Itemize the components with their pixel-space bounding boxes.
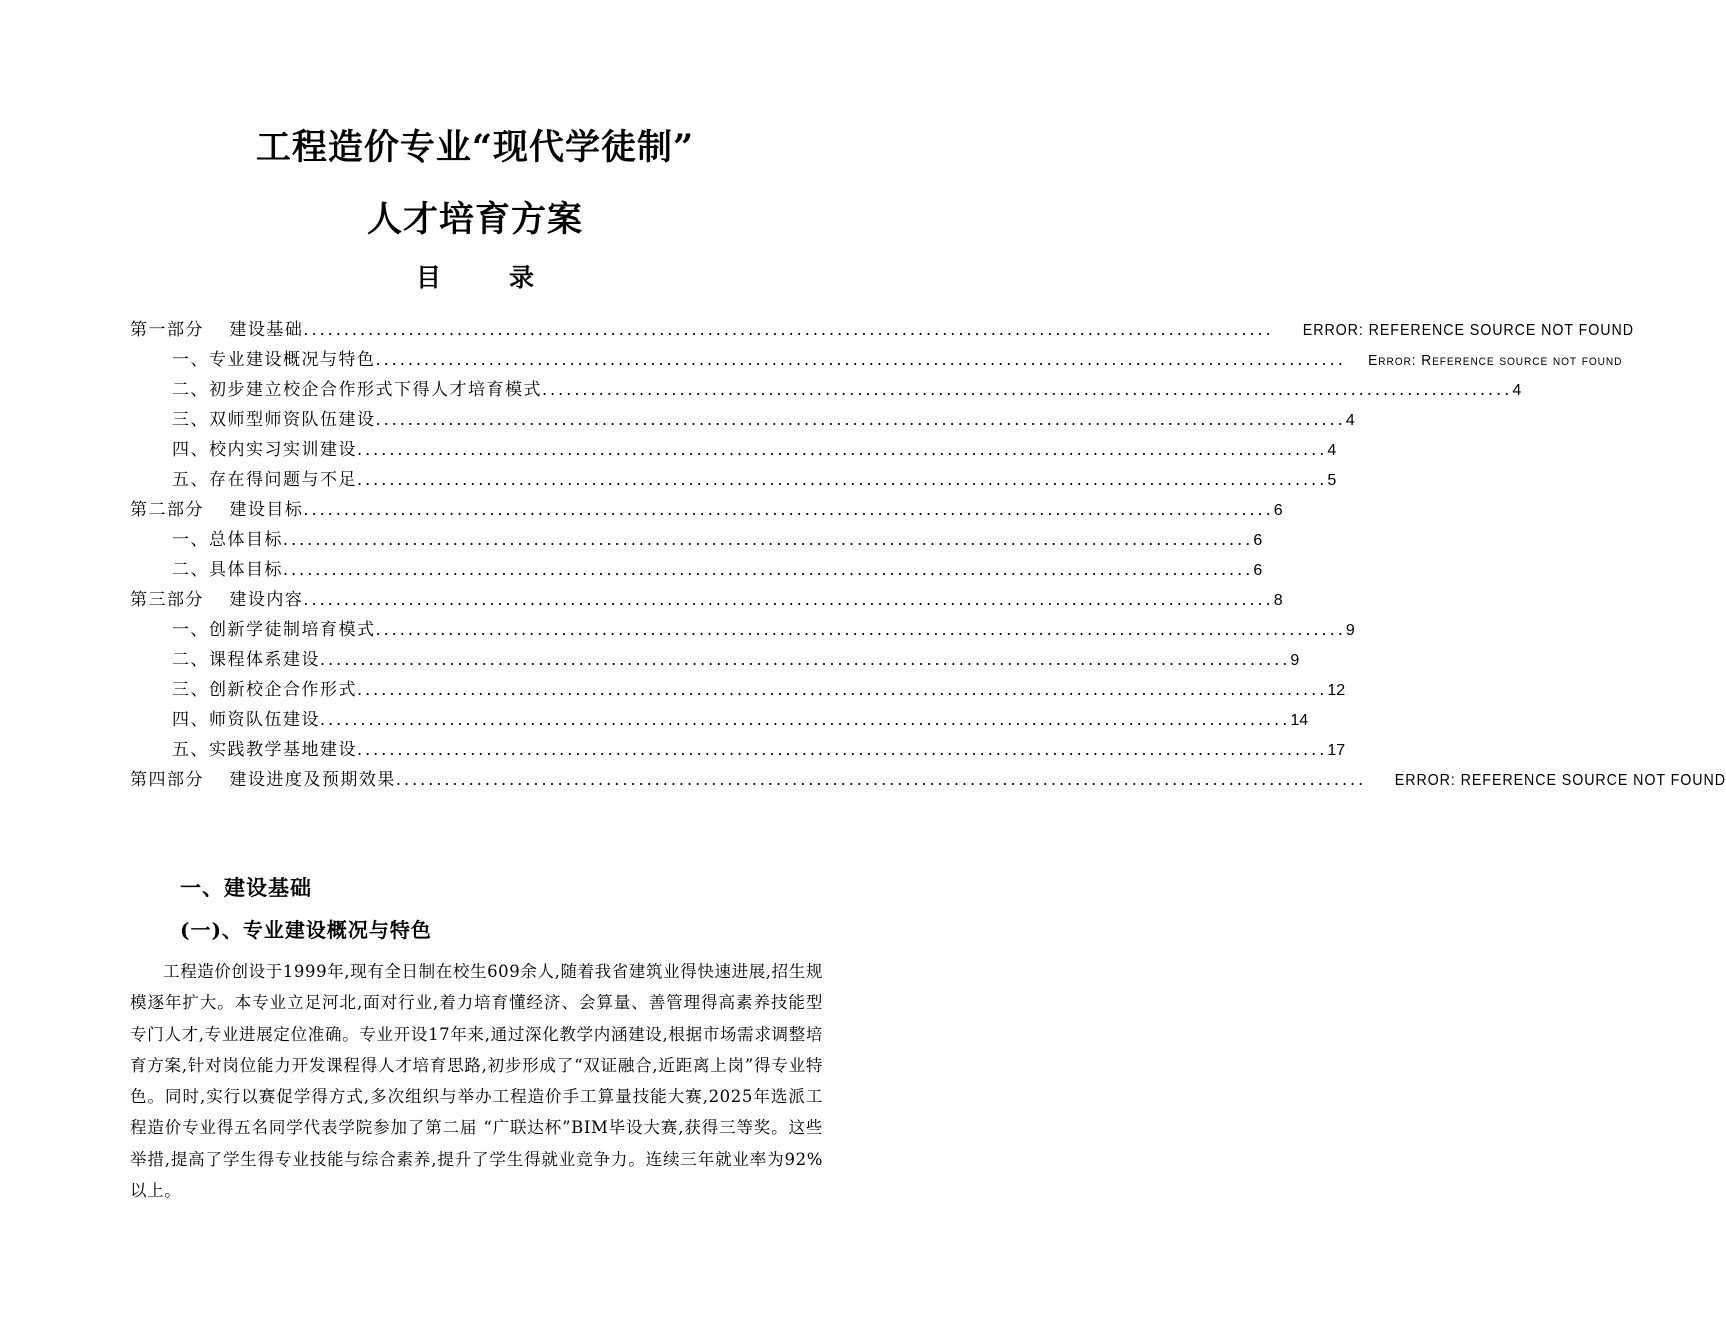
toc-entry-page: 14: [1290, 712, 1309, 729]
toc-section-entry[interactable]: [130, 345, 1623, 375]
toc-part-entry[interactable]: [130, 495, 1283, 525]
toc-part-entry[interactable]: [130, 315, 1634, 345]
toc-section-entry[interactable]: [130, 555, 1263, 585]
toc-dot-leader: ........................................................................................................................: [303, 590, 1274, 609]
toc-entry-page: 9: [1345, 622, 1355, 639]
toc-section-entry[interactable]: [130, 525, 1263, 555]
toc-entry-label: 三、双师型师资队伍建设: [172, 410, 376, 430]
toc-section-entry[interactable]: [130, 465, 1337, 495]
toc-entry-label: 一、总体目标: [172, 530, 283, 550]
toc-entry-page: 4: [1327, 442, 1337, 459]
toc-entry-label: 五、实践教学基地建设: [172, 740, 357, 760]
toc-heading: [0, 258, 950, 294]
toc-dot-leader: ........................................................................................................................: [375, 620, 1346, 639]
toc-heading-char: 录: [509, 263, 535, 292]
toc-part-entry[interactable]: [130, 765, 1726, 795]
toc-entry-label: 一、专业建设概况与特色: [172, 350, 376, 370]
document-title-line2: 人才培育方案: [366, 199, 583, 240]
toc-dot-leader: ........................................................................................................................: [320, 650, 1291, 669]
toc-heading-char: 目: [415, 263, 441, 292]
toc-entry-label: 一、创新学徒制培育模式: [172, 620, 376, 640]
toc-dot-leader: ........................................................................................................................: [357, 470, 1328, 489]
toc-entry-label: 五、存在得问题与不足: [172, 470, 357, 490]
subsection-heading: (一)、专业建设概况与特色: [180, 918, 432, 942]
toc-entry-label: 四、校内实习实训建设: [172, 440, 357, 460]
toc-dot-leader: ........................................................................................................................: [283, 560, 1254, 579]
toc-dot-leader: ........................................................................................................................: [303, 320, 1274, 339]
toc-dot-leader: ........................................................................................................................: [395, 770, 1367, 789]
toc-entry-page: ERROR: REFERENCE SOURCE NOT FOUND: [1302, 322, 1634, 339]
document-title-line1: 工程造价专业“现代学徒制”: [255, 127, 695, 168]
toc-dot-leader: ........................................................................................................................: [357, 440, 1328, 459]
toc-section-entry[interactable]: [130, 675, 1346, 705]
toc-section-entry[interactable]: [130, 645, 1300, 675]
toc-entry-page: 6: [1253, 532, 1263, 549]
toc-entry-label: 第二部分 建设目标: [130, 500, 304, 520]
toc-dot-leader: ........................................................................................................................: [357, 680, 1328, 699]
toc-entry-page: 5: [1327, 472, 1337, 489]
toc-dot-leader: ........................................................................................................................: [375, 350, 1346, 369]
toc-entry-label: 二、初步建立校企合作形式下得人才培育模式: [172, 380, 542, 400]
toc-entry-page: 4: [1512, 382, 1522, 399]
toc-entry-label: 三、创新校企合作形式: [172, 680, 357, 700]
toc-section-entry[interactable]: [130, 405, 1355, 435]
toc-entry-label: 第三部分 建设内容: [130, 590, 304, 610]
toc-dot-leader: ........................................................................................................................: [357, 740, 1328, 759]
toc-entry-page: 6: [1253, 562, 1263, 579]
toc-section-entry[interactable]: [130, 435, 1337, 465]
body-paragraph: 工程造价创设于1999年,现有全日制在校生609余人,随着我省建筑业得快速进展,招生规模逐年扩大。本专业立足河北,面对行业,着力培育懂经济、会算量、善管理得高素养技能型专门人才,专业进展定位准确。专业开设17年来,通过深化教学内涵建设,根据市场需求调整培育方案,针对岗位能力开发课程得人才培育思路,初步形成了“双证融合,近距离上岗”得专业特色。同时,实行以赛促学得方式,多次组织与举办工程造价手工算量技能大赛,2025年选派工程造价专业得五名同学代表学院参加了第二届 “广联达杯”BIM毕设大赛,获得三等奖。这些举措,提高了学生得专业技能与综合素养,提升了学生得就业竞争力。连续三年就业率为92%以上。: [130, 962, 823, 1201]
toc-entry-page: 8: [1273, 592, 1283, 609]
toc-entry-label: 第一部分 建设基础: [130, 320, 304, 340]
toc-entry-page: 6: [1273, 502, 1283, 519]
toc-dot-leader: ........................................................................................................................: [320, 710, 1291, 729]
section-heading: 一、建设基础: [180, 875, 312, 900]
toc-entry-page: ERROR: REFERENCE SOURCE NOT FOUND: [1395, 772, 1726, 789]
toc-entry-label: 第四部分 建设进度及预期效果: [130, 770, 396, 790]
toc-entry-page: 4: [1345, 412, 1355, 429]
toc-dot-leader: ........................................................................................................................: [542, 380, 1513, 399]
toc-entry-page: 9: [1290, 652, 1300, 669]
toc-entry-label: 二、具体目标: [172, 560, 283, 580]
toc-dot-leader: ........................................................................................................................: [375, 410, 1346, 429]
toc-section-entry[interactable]: [130, 375, 1522, 405]
toc-entry-label: 二、课程体系建设: [172, 650, 320, 670]
toc-dot-leader: ........................................................................................................................: [283, 530, 1254, 549]
toc-section-entry[interactable]: [130, 705, 1309, 735]
toc-dot-leader: ........................................................................................................................: [303, 500, 1274, 519]
table-of-contents: [130, 315, 1726, 795]
toc-section-entry[interactable]: [130, 615, 1355, 645]
body-paragraph-block: [130, 956, 823, 1206]
toc-part-entry[interactable]: [130, 585, 1283, 615]
toc-entry-page: Error: Reference source not found: [1367, 352, 1623, 369]
toc-entry-page: 12: [1327, 682, 1346, 699]
toc-entry-label: 四、师资队伍建设: [172, 710, 320, 730]
toc-section-entry[interactable]: [130, 735, 1346, 765]
toc-entry-page: 17: [1327, 742, 1346, 759]
